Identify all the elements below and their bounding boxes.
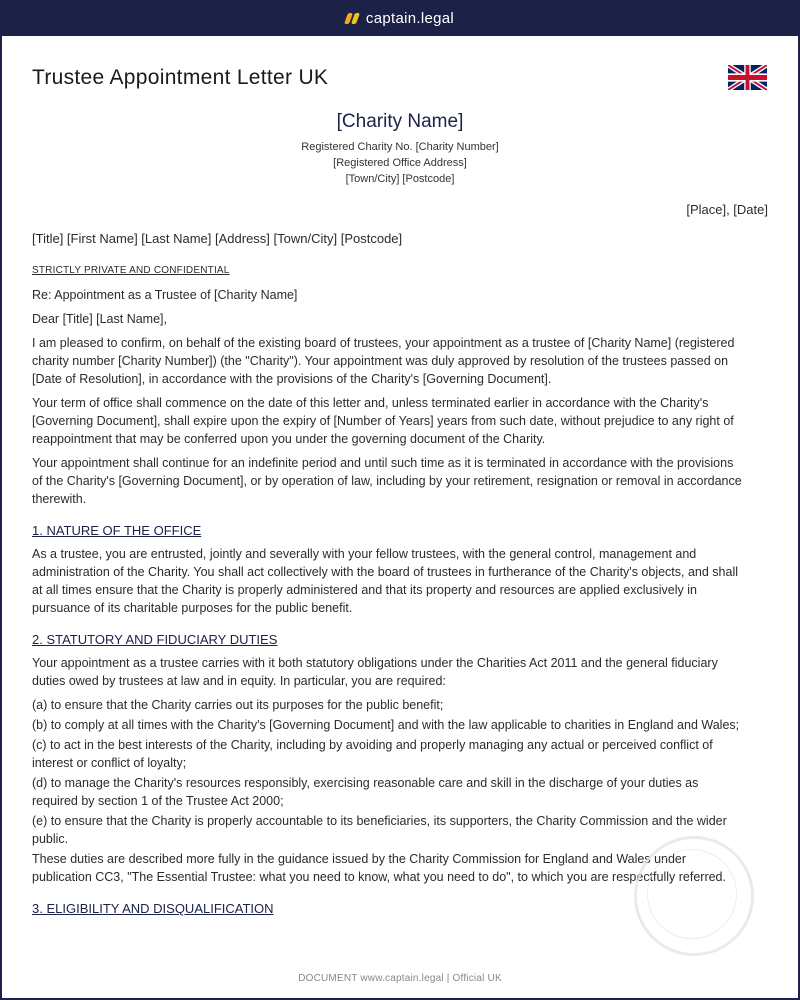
captain-legal-logo-icon [344, 13, 360, 24]
uk-flag-icon [728, 65, 767, 90]
re-line: Re: Appointment as a Trustee of [Charity Name] [32, 288, 298, 302]
letter-body [32, 262, 747, 923]
charity-number: Registered Charity No. [Charity Number] [301, 141, 499, 153]
addressee: [Title] [First Name] [Last Name] [Address] [Town/City] [Postcode] [32, 231, 403, 246]
list-item: (c) to act in the best interests of the Charity, including by avoiding and properly managing any actual or perceived conflict of interest or conflict of loyalty; [32, 738, 713, 770]
list-item: (d) to manage the Charity's resources responsibly, exercising reasonable care and skill in the discharge of your duties as required by section 1 of the Trustee Act 2000; [32, 776, 699, 808]
section-2-intro: Your appointment as a trustee carries with it both statutory obligations under the Charities Act 2011 and the general fiduciary duties owed by trustees at law and in equity. In particular, you are required: [32, 656, 718, 688]
stamp-inner-ring [647, 849, 737, 939]
list-item: (b) to comply at all times with the Charity's [Governing Document] and with the law applicable to charities in England and Wales; [32, 718, 740, 732]
town-postcode: [Town/City] [Postcode] [345, 173, 455, 185]
section-2-outro: These duties are described more fully in the guidance issued by the Charity Commission for England and Wales under publication CC3, "The Essential Trustee: what you need to know, what you need to do", to which you are respectfully referred. [32, 852, 726, 884]
place-date: [Place], [Date] [686, 202, 768, 217]
charity-name: [Charity Name] [336, 111, 464, 132]
paragraph-3: Your appointment shall continue for an indefinite period and until such time as it is terminated in accordance with the provisions of the Charity's [Governing Document], or by operation of law, including by your retirement, resignation or removal in accordance therewith. [32, 456, 742, 506]
salutation: Dear [Title] [Last Name], [32, 312, 167, 326]
brand-bar [0, 0, 800, 36]
page-footer: DOCUMENT www.captain.legal | Official UK [298, 973, 502, 984]
section-3-heading: 3. ELIGIBILITY AND DISQUALIFICATION [32, 901, 274, 916]
section-1-text: As a trustee, you are entrusted, jointly and severally with your fellow trustees, with the general control, management and administration of the Charity. You shall act collectively with the board of trustees in furtherance of the Charity's objects, and shall at all times ensure that the Charity is properly administered and that its property and resources are applied exclusively in pursuance of its charitable purposes for the public benefit. [32, 547, 738, 615]
list-item: (e) to ensure that the Charity is properly accountable to its beneficiaries, its supporters, the Charity Commission and the wider public. [32, 814, 727, 846]
document-title: Trustee Appointment Letter UK [32, 66, 329, 89]
office-address: [Registered Office Address] [333, 157, 467, 169]
brand-name[interactable]: captain.legal [365, 9, 455, 27]
paragraph-2: Your term of office shall commence on the date of this letter and, unless terminated earlier in accordance with the Charity's [Governing Document], shall expire upon the expiry of [Number of Years] years from such date, without prejudice to any right of reappointment that may be conferred upon you under the governing document of the Charity. [32, 396, 734, 446]
confidential-notice: STRICTLY PRIVATE AND CONFIDENTIAL [32, 265, 230, 276]
section-1-heading: 1. NATURE OF THE OFFICE [32, 523, 202, 538]
certifie-conforme-stamp [634, 836, 754, 956]
section-2-heading: 2. STATUTORY AND FIDUCIARY DUTIES [32, 632, 278, 647]
document-page [2, 36, 798, 998]
list-item: (a) to ensure that the Charity carries out its purposes for the public benefit; [32, 698, 444, 712]
paragraph-1: I am pleased to confirm, on behalf of the existing board of trustees, your appointment as a trustee of [Charity Name] (registered charity number [Charity Number]) (the "Charity"). Your appointment was duly approved by resolution of the trustees passed on [Date of Resolution], in accordance with the provisions of the Charity's [Governing Document]. [32, 336, 735, 386]
charity-header [2, 111, 798, 187]
